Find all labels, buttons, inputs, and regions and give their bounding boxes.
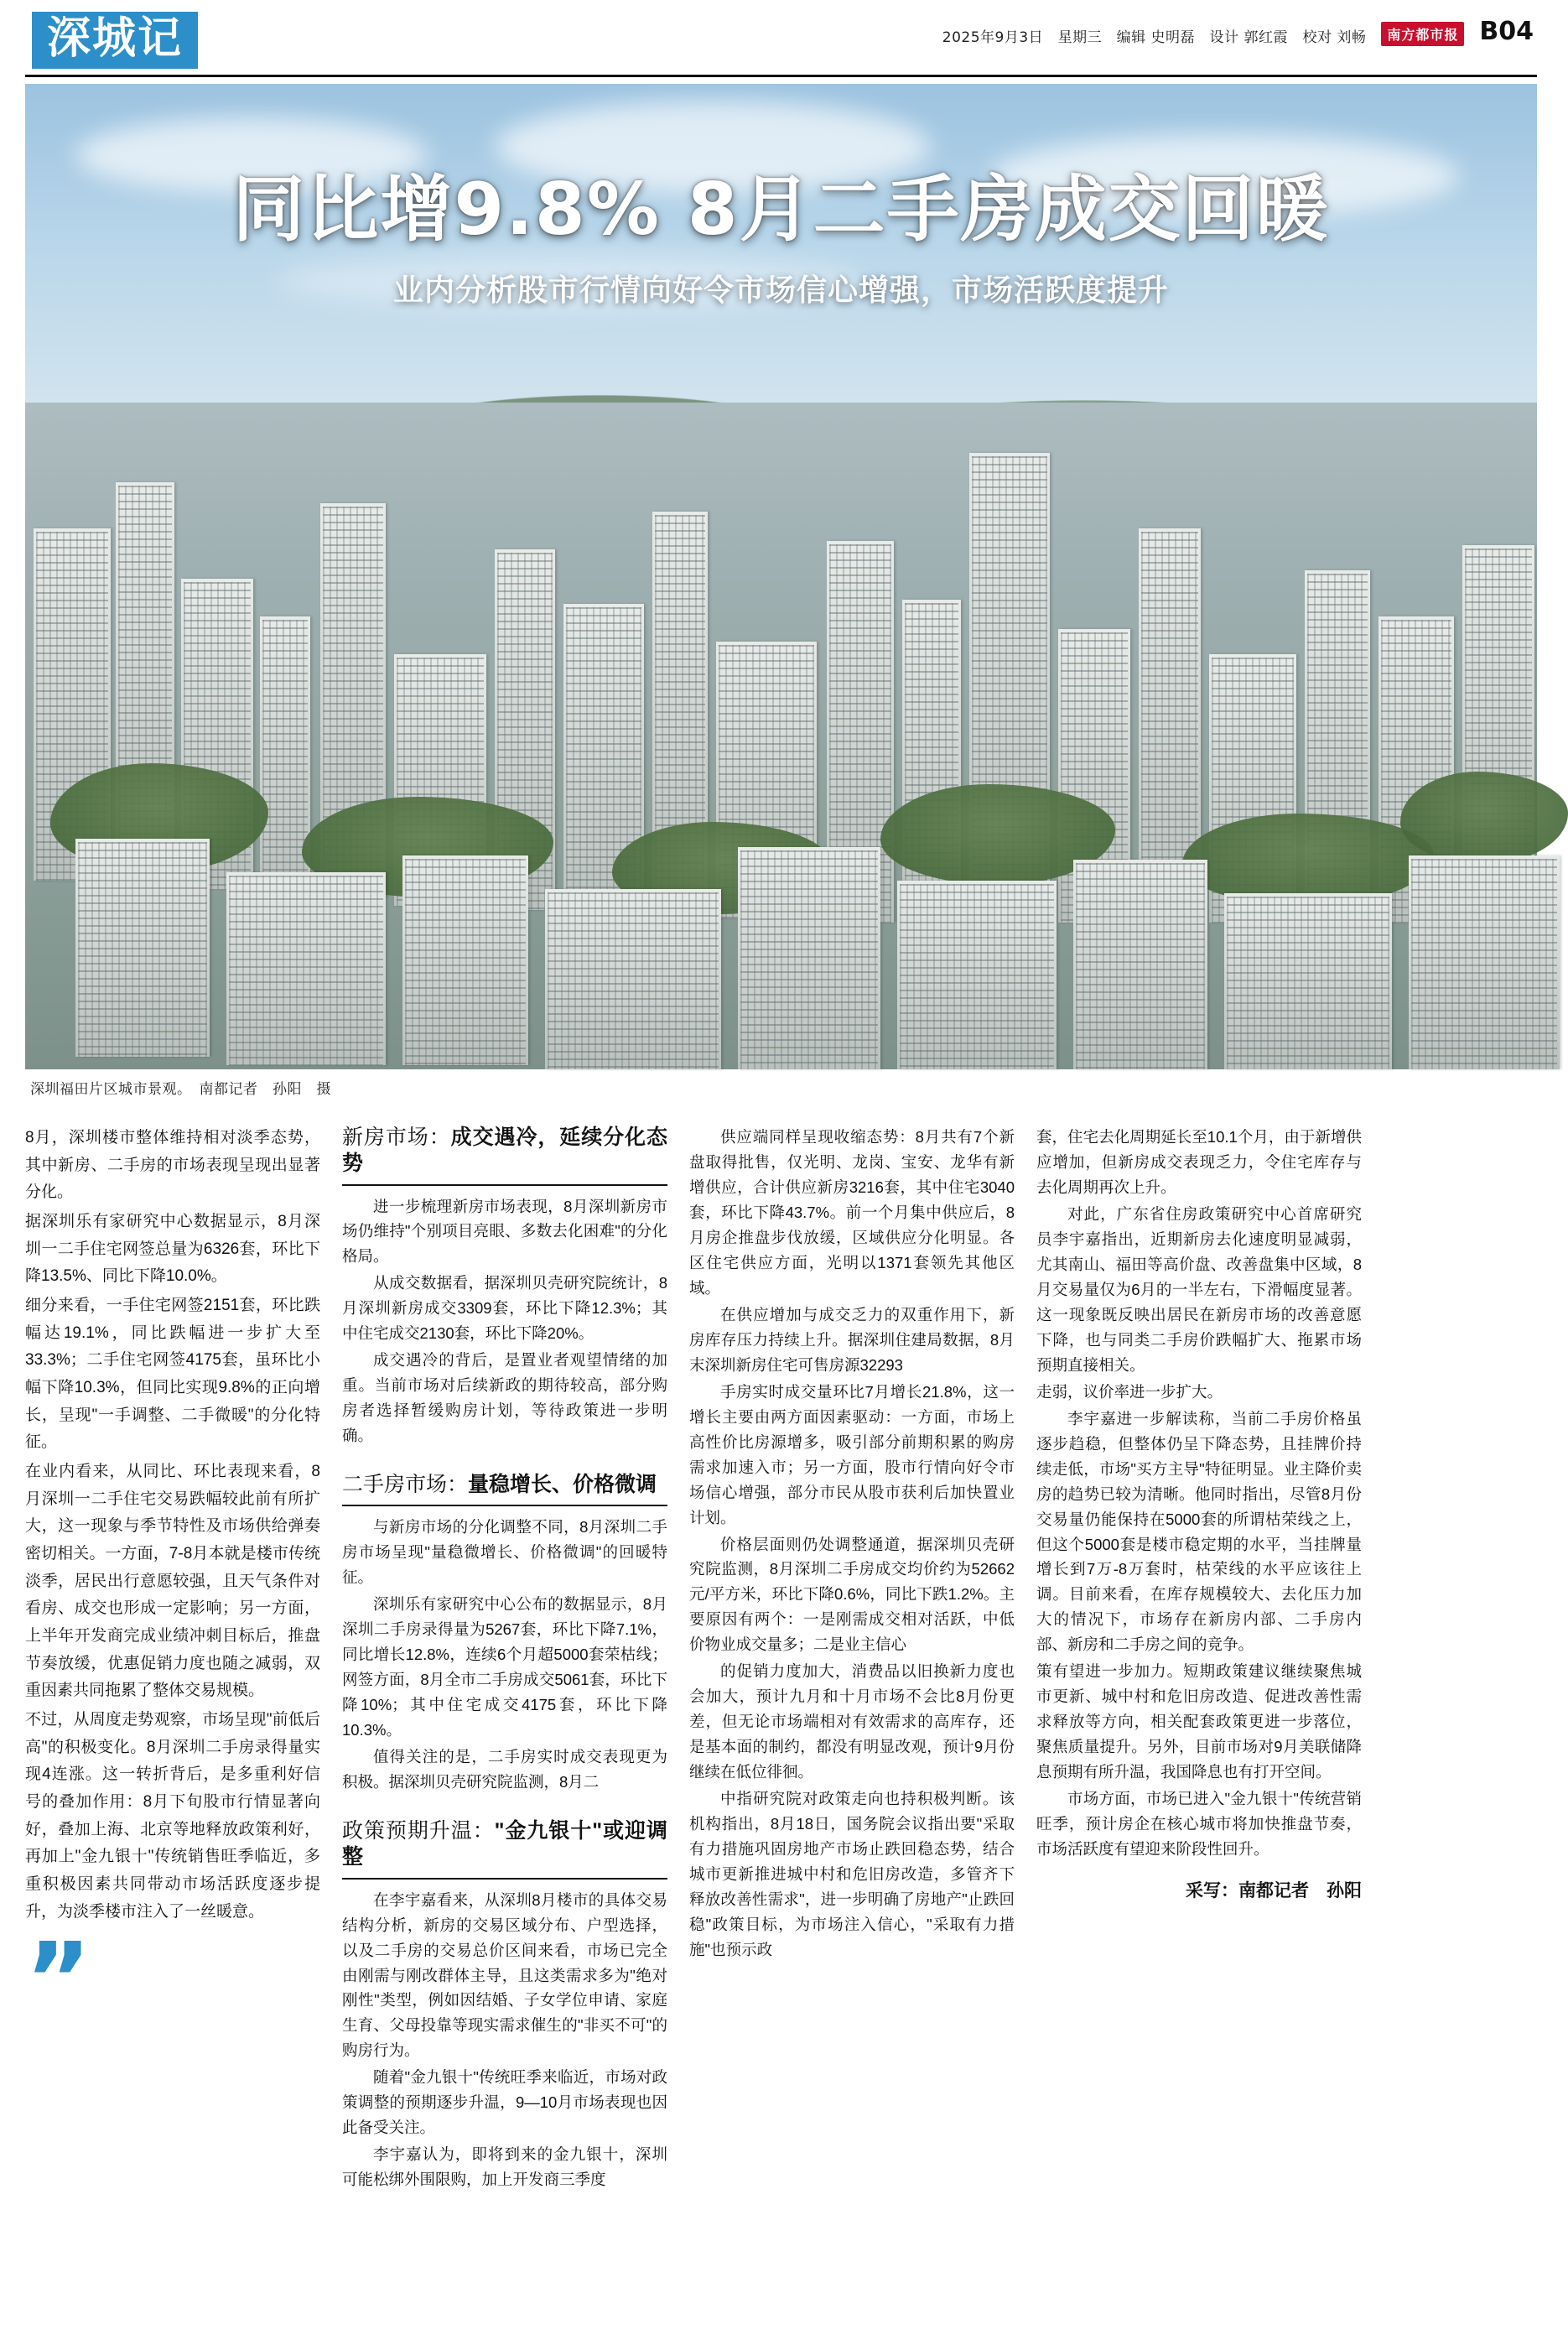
page-number: B04 xyxy=(1479,16,1534,46)
masthead xyxy=(25,0,1537,77)
section-heading-policy xyxy=(342,1818,667,1880)
hero-photo xyxy=(25,84,1537,1097)
section-title: 量稳增长、价格微调 xyxy=(468,1473,657,1497)
lead-paragraph: 在业内看来，从同比、环比表现来看，8月深圳一二手住宅交易跌幅较此前有所扩大，这一现象与季节特性及市场供给弹奏密切相关。一方面，7-8月本就是楼市传统淡季，居民出行意愿较强，且天气条件对看房、成交也形成一定影响；另一方面，上半年开发商完成业绩冲刺目标后，推盘节奏放缓，优惠促销力度也随之减弱，双重因素共同拖累了整体交易规模。 xyxy=(25,1463,320,1700)
body-paragraph: 从成交数据看，据深圳贝壳研究院统计，8月深圳新房成交3309套，环比下降12.3%；其中住宅成交2130套，环比下降20%。 xyxy=(342,1274,667,1343)
body-paragraph: 对此，广东省住房政策研究中心首席研究员李宇嘉指出，近期新房去化速度明显减弱，尤其南山、福田等高价盘、改善盘集中区域，8月交易量仅为6月的一半左右，下滑幅度显著。这一现象既反映出居民在新房市场的改善意愿下降，也与同类二手房价跌幅扩大、拖累市场预期直接相关。 xyxy=(1036,1204,1362,1374)
lead-paragraph: 据深圳乐有家研究中心数据显示，8月深圳一二手住宅网签总量为6326套，环比下降13.5%、同比下降10.0%。 xyxy=(25,1213,320,1286)
body-paragraph: 深圳乐有家研究中心公布的数据显示，8月深圳二手房录得量为5267套，环比下降7.1%，同比增长12.8%，连续6个月超5000套荣枯线；网签方面，8月全市二手房成交5061套，环比下降10%；其中住宅成交4175套，环比下降10.3%。 xyxy=(342,1595,667,1739)
body-paragraph: 在供应增加与成交乏力的双重作用下，新房库存压力持续上升。据深圳住建局数据，8月末深圳新房住宅可售房源32293 xyxy=(689,1305,1015,1374)
section-label: 政策预期升温： xyxy=(342,1819,495,1843)
body-paragraph: 与新房市场的分化调整不同，8月深圳二手房市场呈现"量稳微增长、价格微调"的回暖特征。 xyxy=(342,1518,667,1587)
body-paragraph: 李宇嘉进一步解读称，当前二手房价格虽逐步趋稳，但整体仍呈下降态势，且挂牌价持续走低，市场"买方主导"特征明显。业主降价卖房的趋势已较为清晰。他同时指出，尽管8月份交易量仍能保持在5000套的所谓枯荣线之上，但这个5000套是楼市稳定期的水平，当挂牌量增长到7万-8万套时，枯荣线的水平应该往上调。目前来看，在库存规模较大、去化压力加大的情况下，市场存在新房内部、二手房内部、新房和二手房之间的竞争。 xyxy=(1036,1409,1362,1654)
column-lead xyxy=(25,1125,320,2324)
column-four xyxy=(1036,1125,1362,2324)
body-paragraph: 市场方面，市场已进入"金九银十"传统营销旺季，预计房企在核心城市将加快推盘节奏，市场活跃度有望迎来阶段性回升。 xyxy=(1036,1790,1362,1859)
photo-caption: 深圳福田片区城市景观。 南都记者 孙阳 摄 xyxy=(30,1081,331,1097)
section-heading-new-homes xyxy=(342,1125,667,1186)
lead-paragraph: 8月，深圳楼市整体维持相对淡季态势，其中新房、二手房的市场表现呈现出显著分化。 xyxy=(25,1129,320,1202)
body-paragraph: 的促销力度加大，消费品以旧换新力度也会加大，预计九月和十月市场不会比8月份更差，但无论市场端相对有效需求的高库存，还是基本面的制约，都没有明显改观，预计9月份继续在低位徘徊。 xyxy=(689,1662,1015,1781)
body-paragraph: 在李宇嘉看来，从深圳8月楼市的具体交易结构分析，新房的交易区域分布、户型选择，以及二手房的交易总价区间来看，市场已完全由刚需与刚改群体主导，且这类需求多为"绝对刚性"类型，例如因结婚、子女学位申请、家庭生育、父母投靠等现实需求催生的"非买不可"的购房行为。 xyxy=(342,1890,667,2060)
body-paragraph: 走弱，议价率进一步扩大。 xyxy=(1036,1382,1223,1401)
headline-subtitle: 业内分析股市行情向好令市场信心增强，市场活跃度提升 xyxy=(392,273,1169,309)
lead-paragraph: 细分来看，一手住宅网签2151套，环比跌幅达19.1%，同比跌幅进一步扩大至33.3%；二手住宅网签4175套，虽环比小幅下降10.3%，但同比实现9.8%的正向增长，呈现"一手调整、二手微暖"的分化特征。 xyxy=(25,1297,320,1452)
body-paragraph: 价格层面则仍处调整通道，据深圳贝壳研究院监测，8月深圳二手房成交均价约为52662元/平方米，环比下降0.6%，同比下跌1.2%。主要原因有两个：一是刚需成交相对活跃，中低价物业成交量多；二是业主信心 xyxy=(689,1535,1015,1654)
byline: 采写：南都记者 孙阳 xyxy=(1186,1881,1362,1901)
body-paragraph: 供应端同样呈现收缩态势：8月共有7个新盘取得批售，仅光明、龙岗、宝安、龙华有新增供应，合计供应新房3216套，其中住宅3040套，环比下降43.7%。前一个月集中供应后，8月房企推盘步伐放缓，区域供应分化明显。各区住宅供应方面，光明以1371套领先其他区域。 xyxy=(689,1128,1015,1297)
section-label: 新房市场： xyxy=(342,1126,451,1149)
section-logo: 深城记 xyxy=(32,12,198,69)
quote-mark-icon: ” xyxy=(25,1922,86,2040)
body-paragraph: 策有望进一步加力。短期政策建议继续聚焦城市更新、城中村和危旧房改造、促进改善性需求释放等方向，相关配套政策更进一步落位，聚焦质量提升。另外，目前市场对9月美联储降息预期有所升温，我国降息也有打开空间。 xyxy=(1036,1662,1362,1781)
body-paragraph: 手房实时成交量环比7月增长21.8%，这一增长主要由两方面因素驱动：一方面，市场上高性价比房源增多，吸引部分前期积累的购房需求加速入市；另一方面，股市行情向好令市场信心增强，部分市民从股市获利后加快置业计划。 xyxy=(689,1382,1015,1526)
section-heading-resale xyxy=(342,1472,667,1506)
body-paragraph: 套，住宅去化周期延长至10.1个月，由于新增供应增加，但新房成交表现乏力，令住宅库存与去化周期再次上升。 xyxy=(1036,1128,1362,1196)
body-paragraph: 值得关注的是，二手房实时成交表现更为积极。据深圳贝壳研究院监测，8月二 xyxy=(342,1748,667,1791)
column-two xyxy=(342,1125,667,2324)
column-three xyxy=(689,1125,1015,2324)
body-paragraph: 李宇嘉认为，即将到来的金九银十，深圳可能松绑外围限购，加上开发商三季度 xyxy=(342,2145,667,2189)
section-label: 二手房市场： xyxy=(342,1473,469,1497)
article-body xyxy=(25,1125,1537,2324)
masthead-right xyxy=(942,16,1534,56)
lead-paragraph: 不过，从周度走势观察，市场呈现"前低后高"的积极变化。8月深圳二手房录得量实现4连涨。这一转折背后，是多重利好信号的叠加作用：8月下旬股市行情显著向好，叠加上海、北京等地释放政策利好，再加上"金九银十"传统销售旺季临近，多重积极因素共同带动市场活跃度逐步提升，为淡季楼市注入了一丝暖意。 xyxy=(25,1711,320,1921)
body-paragraph: 中指研究院对政策走向也持积极判断。该机构指出，8月18日，国务院会议指出要"采取有力措施巩固房地产市场止跌回稳态势，结合城市更新推进城中村和危旧房改造，多管齐下释放改善性需求"，进一步明确了房地产"止跌回稳"政策目标，为市场注入信心，"采取有力措施"也预示政 xyxy=(689,1790,1015,1958)
section-title: "金九银十"或迎调整 xyxy=(342,1819,667,1869)
body-paragraph: 进一步梳理新房市场表现，8月深圳新房市场仍维持"个别项目亮眼、多数去化困难"的分化格局。 xyxy=(342,1197,667,1266)
brand-logo: 南方都市报 xyxy=(1381,22,1464,46)
body-paragraph: 成交遇冷的背后，是置业者观望情绪的加重。当前市场对后续新政的期待较高，部分购房者选择暂缓购房计划，等待政策进一步明确。 xyxy=(342,1351,667,1445)
issue-meta: 2025年9月3日 星期三 编辑 史明磊 设计 郭红霞 校对 刘畅 xyxy=(942,29,1367,46)
section-title: 成交遇冷，延续分化态势 xyxy=(342,1126,667,1176)
cityscape-layer xyxy=(25,403,1537,1069)
hero-headline xyxy=(25,168,1537,309)
headline-title: 同比增9.8% 8月二手房成交回暖 xyxy=(232,168,1330,252)
body-paragraph: 随着"金九银十"传统旺季来临近，市场对政策调整的预期逐步升温，9—10月市场表现也因此备受关注。 xyxy=(342,2068,667,2137)
